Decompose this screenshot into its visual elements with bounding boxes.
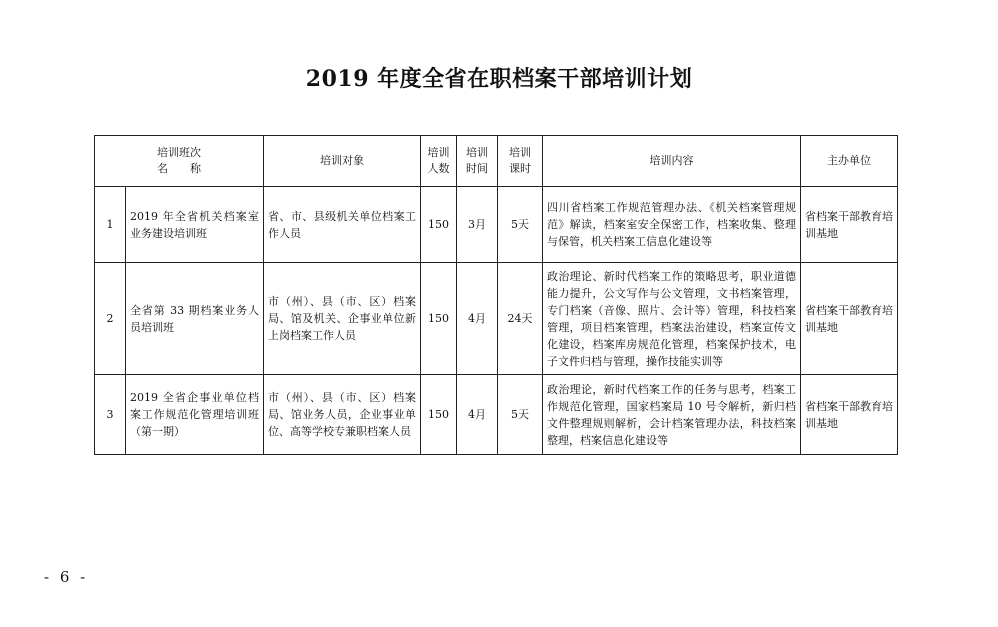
trainee-count: 150: [421, 375, 457, 455]
header-time-line2: 时间: [466, 162, 488, 175]
training-content: 四川省档案工作规范管理办法、《机关档案管理规范》解读，档案室安全保密工作，档案收集、整理与保管，机关档案工信息化建设等: [543, 187, 801, 263]
header-number: [421, 136, 457, 187]
training-plan-table: [94, 135, 898, 455]
training-time: 3月: [457, 187, 498, 263]
class-name: 2019 全省企事业单位档案工作规范化管理培训班（第一期）: [126, 375, 264, 455]
training-time: 4月: [457, 375, 498, 455]
organizer: 省档案干部教育培训基地: [801, 263, 898, 375]
table-row: [95, 187, 898, 263]
header-class-name-line2: 名称: [157, 162, 223, 175]
training-time: 4月: [457, 263, 498, 375]
row-number: 3: [95, 375, 126, 455]
trainee-count: 150: [421, 263, 457, 375]
training-target: 省、市、县级机关单位档案工作人员: [264, 187, 421, 263]
header-hours-line2: 课时: [509, 162, 531, 175]
header-number-line2: 人数: [427, 162, 450, 175]
training-content: 政治理论，新时代档案工作的任务与思考，档案工作规范化管理，国家档案局 10 号令解析，新归档文件整理规则解析，会计档案管理办法，科技档案整理，档案信息化建设等: [543, 375, 801, 455]
header-number-line1: 培训: [427, 146, 450, 159]
table-row: [95, 375, 898, 455]
header-target: 培训对象: [264, 136, 421, 187]
header-hours-line1: 培训: [509, 146, 531, 159]
row-number: 2: [95, 263, 126, 375]
class-name: 全省第 33 期档案业务人员培训班: [126, 263, 264, 375]
class-name: 2019 年全省机关档案室业务建设培训班: [126, 187, 264, 263]
training-hours: 24天: [498, 263, 543, 375]
training-content: 政治理论、新时代档案工作的策略思考，职业道德能力提升，公文写作与公文管理，文书档案管理，专门档案（音像、照片、会计等）管理，科技档案管理，项目档案管理，档案法治建设，档案宣传文化建设，档案库房规范化管理，档案保护技术，电子文件归档与管理，操作技能实训等: [543, 263, 801, 375]
training-hours: 5天: [498, 375, 543, 455]
table-header-row: [95, 136, 898, 187]
header-time-line1: 培训: [466, 146, 488, 159]
header-time: [457, 136, 498, 187]
organizer: 省档案干部教育培训基地: [801, 187, 898, 263]
trainee-count: 150: [421, 187, 457, 263]
header-class-name-line1: 培训班次: [157, 146, 201, 159]
header-hours: [498, 136, 543, 187]
document-title: 2019 年度全省在职档案干部培训计划: [305, 66, 693, 92]
table-row: [95, 263, 898, 375]
training-target: 市（州）、县（市、区）档案局、馆业务人员，企业事业单位、高等学校专兼职档案人员: [264, 375, 421, 455]
training-hours: 5天: [498, 187, 543, 263]
training-target: 市（州）、县（市、区）档案局、馆及机关、企事业单位新上岗档案工作人员: [264, 263, 421, 375]
row-number: 1: [95, 187, 126, 263]
organizer: 省档案干部教育培训基地: [801, 375, 898, 455]
header-organizer: 主办单位: [801, 136, 898, 187]
page-number: - 6 -: [44, 568, 89, 586]
header-class-name: [95, 136, 264, 187]
header-content: 培训内容: [543, 136, 801, 187]
